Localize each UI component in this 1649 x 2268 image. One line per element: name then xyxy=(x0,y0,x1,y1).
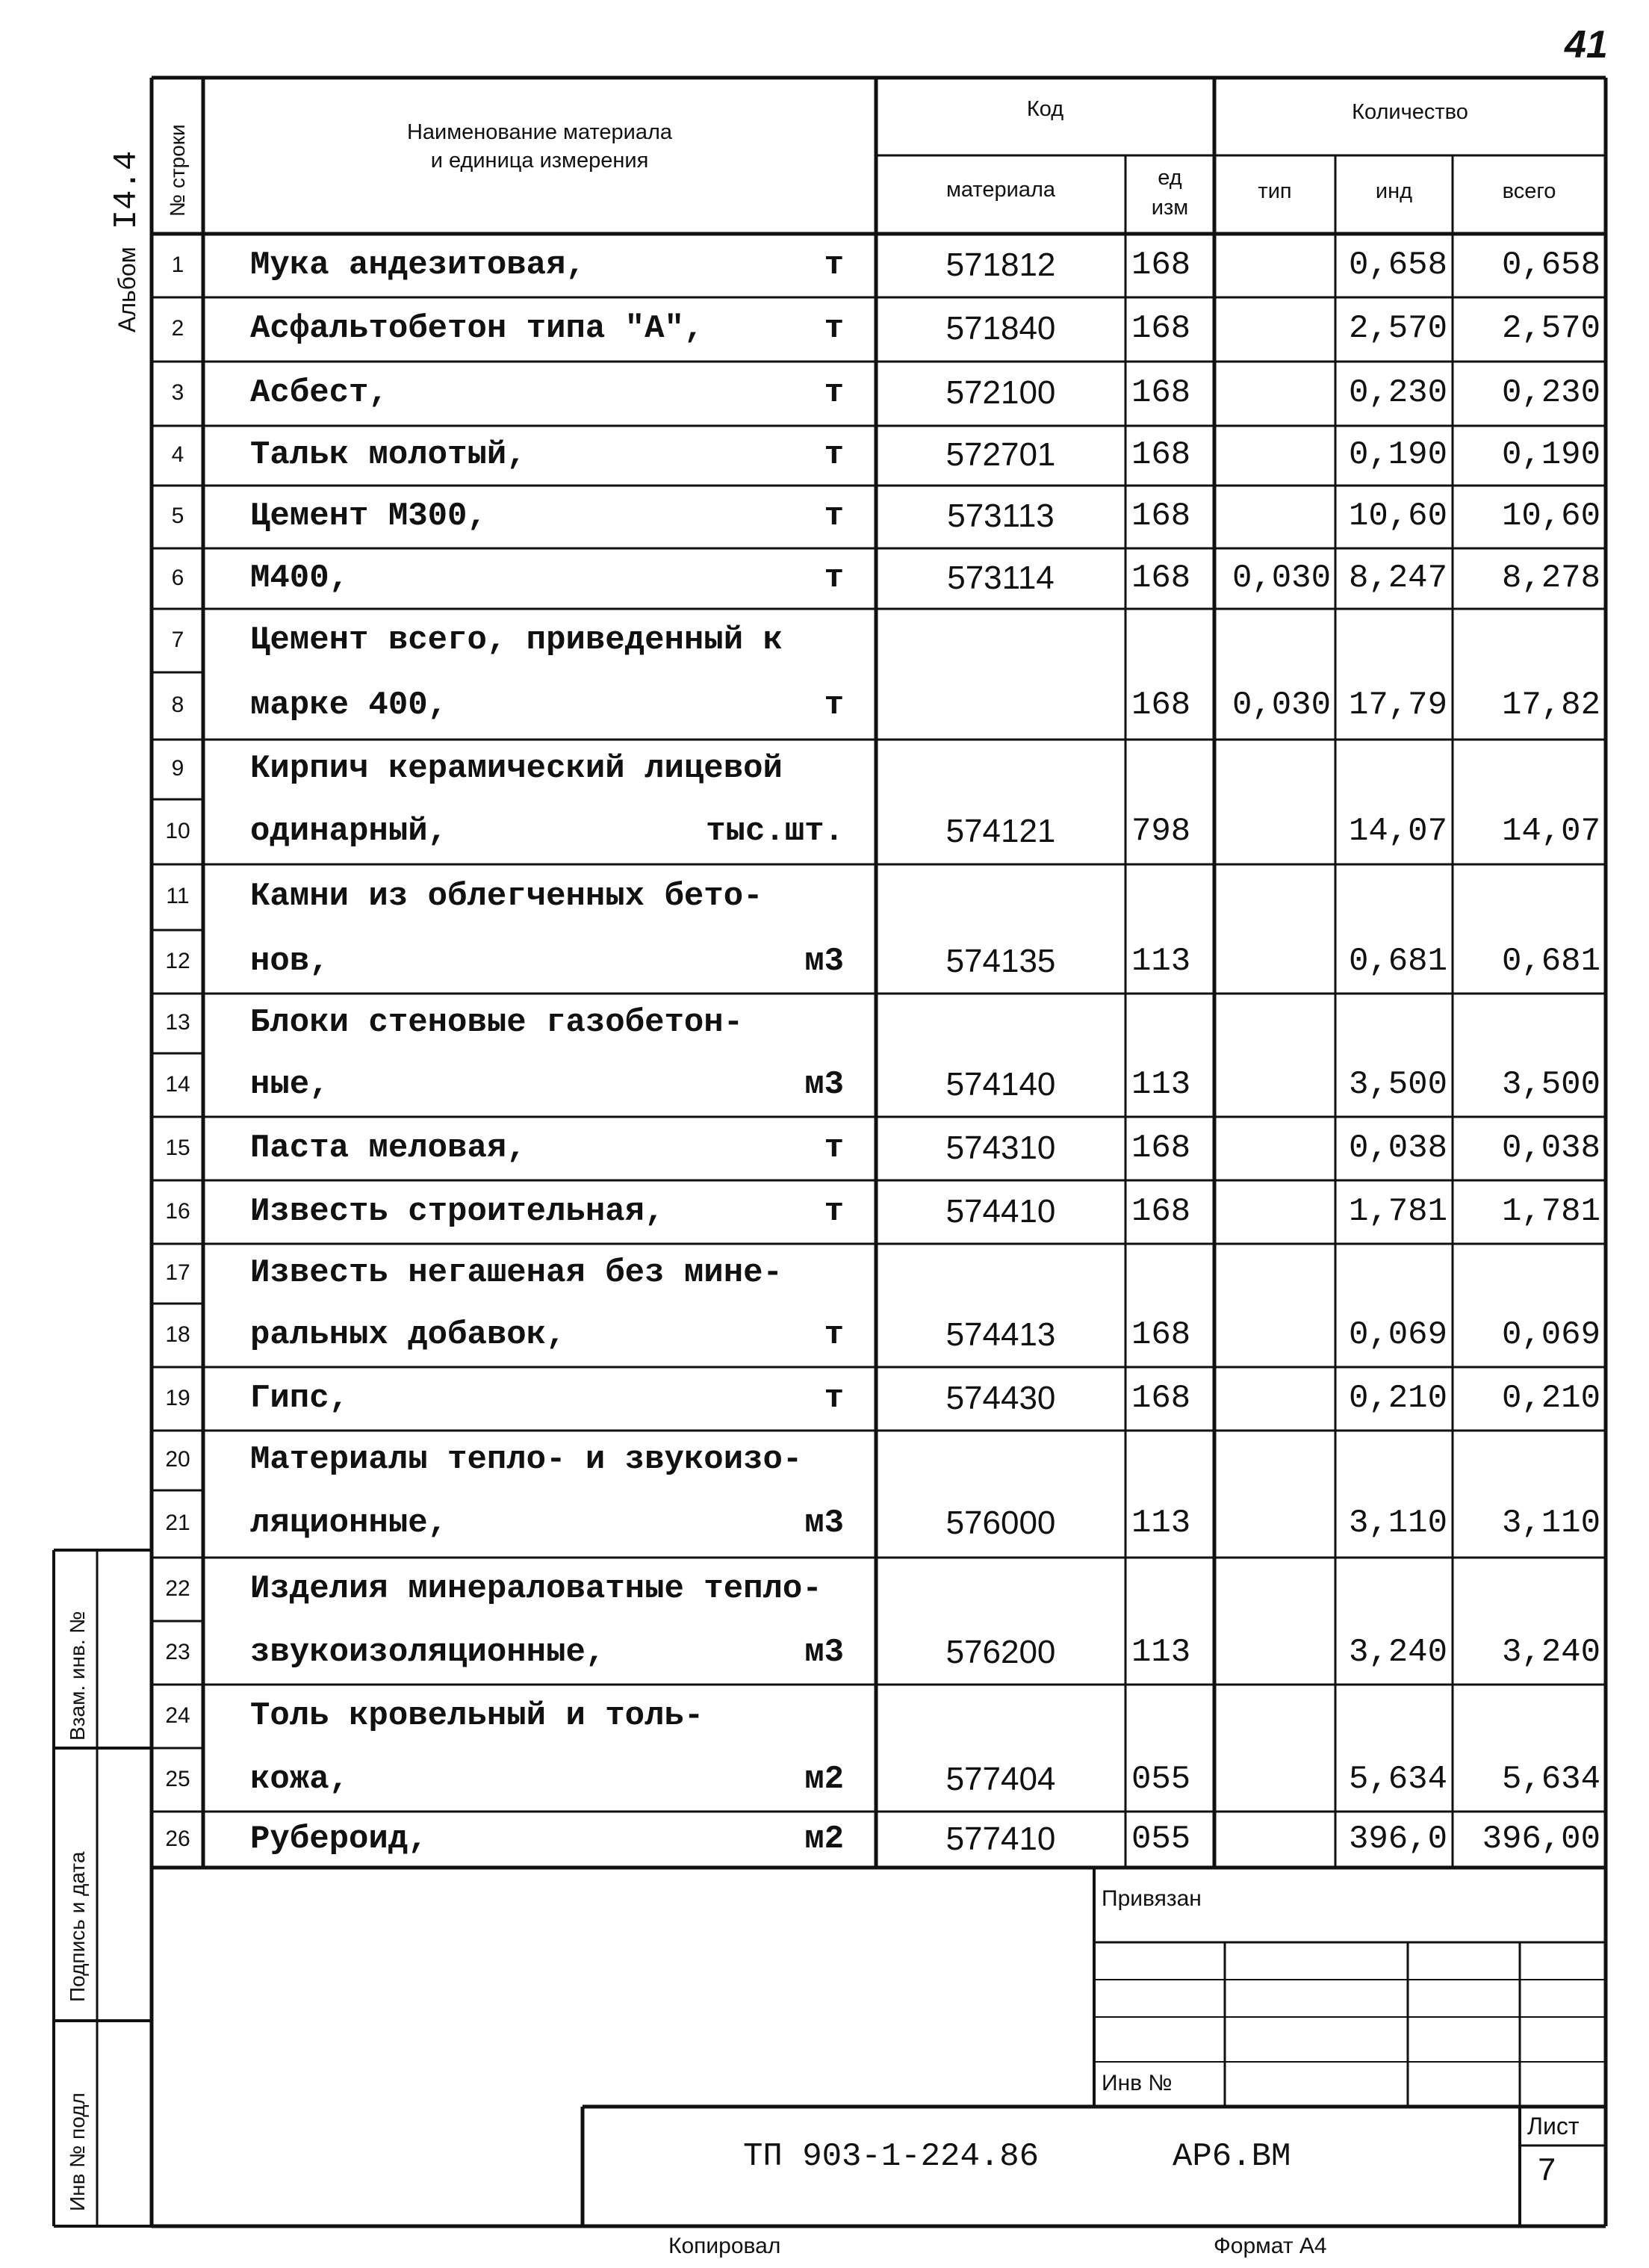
quantity-ind: 3,110 xyxy=(1348,1505,1447,1542)
quantity-ind: 17,79 xyxy=(1348,687,1447,724)
material-code: 574140 xyxy=(945,1066,1056,1103)
page-number: 41 xyxy=(1565,23,1608,66)
row-number: 15 xyxy=(165,1135,190,1160)
material-unit: м3 xyxy=(804,1505,844,1542)
material-name: ральных добавок, xyxy=(250,1316,566,1354)
material-unit: т xyxy=(824,1316,844,1354)
material-name: звукоизоляционные, xyxy=(250,1634,606,1671)
header-code-unit xyxy=(1125,163,1214,223)
material-unit: т xyxy=(824,687,844,724)
unit-code: 168 xyxy=(1131,310,1191,347)
material-name: одинарный, xyxy=(250,813,448,850)
header-q-type: тип xyxy=(1258,179,1292,203)
unit-code: 113 xyxy=(1131,1634,1191,1671)
material-name: Тальк молотый, xyxy=(250,436,527,474)
material-code: 576200 xyxy=(945,1634,1056,1670)
quantity-ind: 0,190 xyxy=(1348,436,1447,474)
material-code: 573114 xyxy=(947,560,1055,596)
quantity-ind: 3,500 xyxy=(1348,1066,1447,1103)
material-name: Материалы тепло- и звукоизо- xyxy=(250,1441,803,1478)
material-code: 574413 xyxy=(945,1316,1056,1353)
quantity-total: 0,038 xyxy=(1501,1130,1600,1167)
unit-code: 168 xyxy=(1131,436,1191,474)
quantity-total: 10,60 xyxy=(1501,498,1600,535)
quantity-ind: 3,240 xyxy=(1348,1634,1447,1671)
unit-code: 113 xyxy=(1131,943,1191,980)
quantity-type: 0,030 xyxy=(1232,560,1331,597)
material-name: марке 400, xyxy=(250,687,448,724)
album-label-text: Альбом xyxy=(114,247,140,332)
row-number: 13 xyxy=(165,1010,190,1035)
material-unit: т xyxy=(824,498,844,535)
unit-code: 168 xyxy=(1131,560,1191,597)
row-number: 2 xyxy=(171,316,184,341)
row-number: 8 xyxy=(171,693,184,717)
quantity-total: 0,210 xyxy=(1501,1380,1600,1417)
material-code: 574121 xyxy=(945,813,1056,849)
material-name: Известь негашеная без мине- xyxy=(250,1254,783,1292)
row-number: 23 xyxy=(165,1640,190,1664)
material-unit: т xyxy=(824,1193,844,1230)
material-code: 571812 xyxy=(945,247,1056,283)
quantity-ind: 0,230 xyxy=(1348,374,1447,412)
row-number: 21 xyxy=(165,1511,190,1535)
unit-code: 168 xyxy=(1131,1380,1191,1417)
material-unit: м3 xyxy=(804,1634,844,1671)
material-name: кожа, xyxy=(250,1761,350,1798)
row-number: 5 xyxy=(171,504,184,528)
row-number: 24 xyxy=(165,1703,190,1728)
row-number: 11 xyxy=(166,884,190,908)
material-name: Известь строительная, xyxy=(250,1193,665,1230)
material-name: Мука андезитовая, xyxy=(250,247,586,284)
quantity-total: 0,230 xyxy=(1501,374,1600,412)
quantity-total: 3,110 xyxy=(1501,1505,1600,1542)
row-number: 16 xyxy=(165,1199,190,1224)
unit-code: 798 xyxy=(1131,813,1191,850)
material-unit: т xyxy=(824,560,844,597)
unit-code: 168 xyxy=(1131,498,1191,535)
header-q-ind: инд xyxy=(1375,179,1413,203)
material-name: ные, xyxy=(250,1066,329,1103)
material-unit: м3 xyxy=(804,943,844,980)
material-code: 574430 xyxy=(945,1380,1056,1416)
unit-code: 113 xyxy=(1131,1066,1191,1103)
header-q-total: всего xyxy=(1502,179,1556,203)
quantity-ind: 396,0 xyxy=(1348,1821,1447,1858)
material-name: Толь кровельный и толь- xyxy=(250,1697,704,1735)
header-quantity: Количество xyxy=(1352,100,1468,124)
footer-copied: Копировал xyxy=(668,2234,781,2258)
material-code: 574135 xyxy=(945,943,1056,979)
header-name-line1: Наименование материала xyxy=(406,120,673,144)
unit-code: 168 xyxy=(1131,1193,1191,1230)
quantity-ind: 0,210 xyxy=(1348,1380,1447,1417)
quantity-total: 0,681 xyxy=(1501,943,1600,980)
quantity-total: 3,500 xyxy=(1501,1066,1600,1103)
unit-code: 055 xyxy=(1131,1761,1191,1798)
quantity-type: 0,030 xyxy=(1232,687,1331,724)
unit-code: 168 xyxy=(1131,1316,1191,1354)
header-code-material: материала xyxy=(945,178,1056,202)
quantity-ind: 0,069 xyxy=(1348,1316,1447,1354)
row-number: 10 xyxy=(165,819,190,843)
material-name: Цемент М300, xyxy=(250,498,487,535)
row-number: 12 xyxy=(165,949,190,973)
material-code: 577410 xyxy=(945,1821,1056,1857)
quantity-total: 0,658 xyxy=(1501,247,1600,284)
header-code-unit-line2: изм xyxy=(1151,196,1189,220)
material-unit: м2 xyxy=(804,1761,844,1798)
quantity-total: 3,240 xyxy=(1501,1634,1600,1671)
material-code: 573113 xyxy=(947,498,1055,534)
side-sign-date: Подпись и дата xyxy=(66,1851,89,2002)
material-code: 572100 xyxy=(945,374,1056,411)
material-name: Кирпич керамический лицевой xyxy=(250,750,783,787)
material-name: Паста меловая, xyxy=(250,1130,527,1167)
material-code: 574310 xyxy=(945,1130,1056,1166)
row-number: 20 xyxy=(165,1447,190,1472)
quantity-total: 5,634 xyxy=(1501,1761,1600,1798)
header-row-number: № строки xyxy=(166,124,189,217)
footer-inv-no: Инв № xyxy=(1102,2071,1173,2095)
material-unit: м2 xyxy=(804,1821,844,1858)
material-code: 572701 xyxy=(945,436,1056,473)
footer-doc-code: ТП 903-1-224.86 xyxy=(743,2138,1040,2175)
row-number: 4 xyxy=(171,442,184,467)
quantity-ind: 1,781 xyxy=(1348,1193,1447,1230)
footer-bound: Привязан xyxy=(1102,1886,1202,1911)
quantity-ind: 14,07 xyxy=(1348,813,1447,850)
row-number: 3 xyxy=(171,380,184,405)
quantity-total: 1,781 xyxy=(1501,1193,1600,1230)
row-number: 1 xyxy=(171,252,184,277)
material-code: 577404 xyxy=(945,1761,1056,1797)
footer-doc-mark: АР6.ВМ xyxy=(1173,2138,1291,2175)
material-name: Асфальтобетон типа "А", xyxy=(250,310,704,347)
album-number: I4.4 xyxy=(108,150,146,230)
material-name: Рубероид, xyxy=(250,1821,428,1858)
header-code: Код xyxy=(1026,97,1064,121)
header-code-unit-line1: ед xyxy=(1158,166,1182,190)
quantity-ind: 5,634 xyxy=(1348,1761,1447,1798)
row-number: 9 xyxy=(171,756,184,781)
quantity-total: 8,278 xyxy=(1501,560,1600,597)
row-number: 7 xyxy=(171,628,184,652)
header-name xyxy=(203,118,876,175)
quantity-total: 2,570 xyxy=(1501,310,1600,347)
material-code: 576000 xyxy=(945,1505,1056,1541)
material-code: 574410 xyxy=(945,1193,1056,1230)
quantity-ind: 8,247 xyxy=(1348,560,1447,597)
quantity-total: 0,190 xyxy=(1501,436,1600,474)
material-name: ляционные, xyxy=(250,1505,448,1542)
material-name: Камни из облегченных бето- xyxy=(250,878,763,915)
unit-code: 168 xyxy=(1131,1130,1191,1167)
footer-format: Формат А4 xyxy=(1214,2234,1327,2258)
footer-sheet-label: Лист xyxy=(1527,2113,1580,2140)
row-number: 6 xyxy=(171,566,184,590)
material-name: Изделия минераловатные тепло- xyxy=(250,1570,822,1608)
unit-code: 113 xyxy=(1131,1505,1191,1542)
material-name: Асбест, xyxy=(250,374,388,412)
row-number: 25 xyxy=(165,1767,190,1791)
quantity-total: 14,07 xyxy=(1501,813,1600,850)
material-unit: т xyxy=(824,1380,844,1417)
material-unit: т xyxy=(824,247,844,284)
quantity-total: 17,82 xyxy=(1501,687,1600,724)
footer-sheet-number: 7 xyxy=(1537,2153,1557,2190)
quantity-total: 396,00 xyxy=(1482,1821,1600,1858)
side-inv-replace: Взам. инв. № xyxy=(66,1611,89,1741)
material-unit: т xyxy=(824,436,844,474)
unit-code: 168 xyxy=(1131,687,1191,724)
quantity-ind: 0,038 xyxy=(1348,1130,1447,1167)
material-name: нов, xyxy=(250,943,329,980)
quantity-ind: 0,681 xyxy=(1348,943,1447,980)
row-number: 22 xyxy=(165,1576,190,1601)
quantity-ind: 10,60 xyxy=(1348,498,1447,535)
material-unit: м3 xyxy=(804,1066,844,1103)
material-unit: т xyxy=(824,310,844,347)
material-code: 571840 xyxy=(945,310,1056,347)
row-number: 18 xyxy=(165,1322,190,1347)
material-name: Гипс, xyxy=(250,1380,350,1417)
unit-code: 055 xyxy=(1131,1821,1191,1858)
quantity-ind: 2,570 xyxy=(1348,310,1447,347)
side-inv-orig: Инв № подл xyxy=(66,2092,89,2211)
material-name: М400, xyxy=(250,560,350,597)
material-name: Блоки стеновые газобетон- xyxy=(250,1004,744,1041)
row-number: 14 xyxy=(165,1072,190,1097)
row-number: 19 xyxy=(165,1386,190,1410)
quantity-ind: 0,658 xyxy=(1348,247,1447,284)
row-number: 26 xyxy=(165,1827,190,1851)
unit-code: 168 xyxy=(1131,374,1191,412)
unit-code: 168 xyxy=(1131,247,1191,284)
material-unit: тыс.шт. xyxy=(706,813,844,850)
material-name: Цемент всего, приведенный к xyxy=(250,622,783,659)
header-name-line2: и единица измерения xyxy=(430,149,649,173)
material-unit: т xyxy=(824,374,844,412)
material-unit: т xyxy=(824,1130,844,1167)
row-number: 17 xyxy=(165,1260,190,1285)
quantity-total: 0,069 xyxy=(1501,1316,1600,1354)
